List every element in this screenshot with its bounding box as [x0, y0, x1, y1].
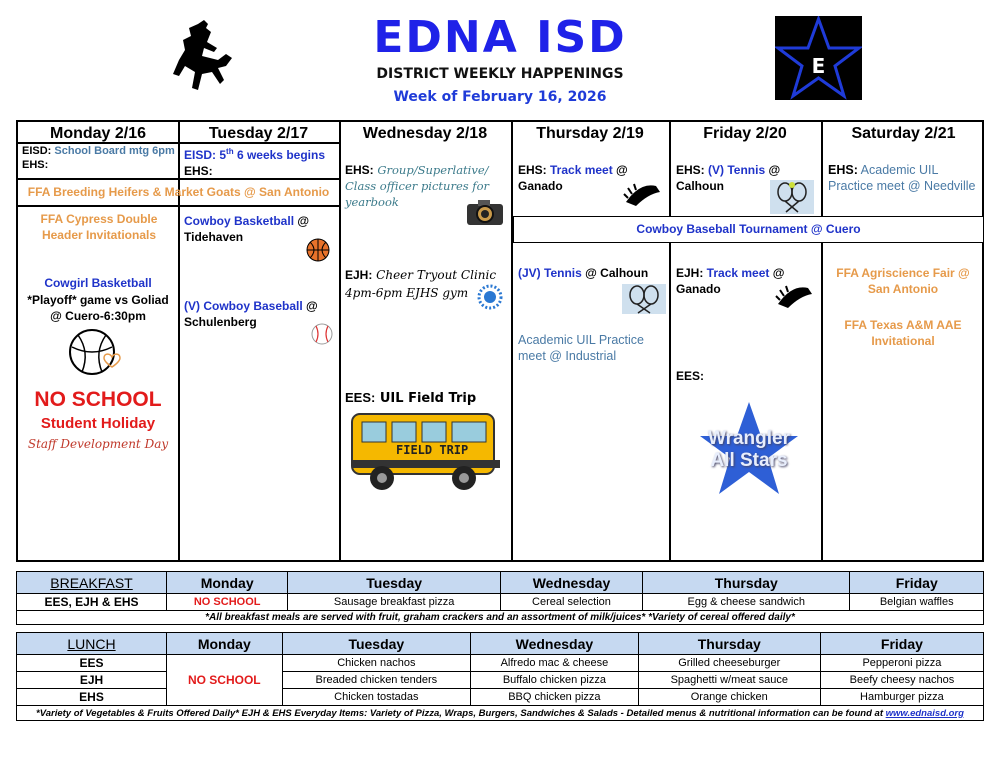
friday-ejh-title: Track meet [703, 266, 770, 280]
lunch-item: Grilled cheeseburger [638, 655, 820, 672]
page-subtitle: DISTRICT WEEKLY HAPPENINGS [376, 66, 624, 82]
wednesday-ejh-label: EJH: [345, 268, 373, 282]
tuesday-eisd-text-a: 5 [219, 148, 227, 162]
lunch-item: Pepperoni pizza [820, 655, 983, 672]
star-logo [775, 16, 862, 100]
no-school-label: NO SCHOOL [34, 388, 162, 411]
breakfast-col-friday: Friday [850, 572, 984, 594]
wednesday-ees-text: UIL Field Trip [375, 391, 477, 406]
lunch-item: BBQ chicken pizza [471, 689, 639, 706]
friday-ejh-text: @ Ganado [676, 266, 785, 296]
lunch-col-wednesday: Wednesday [471, 633, 639, 655]
lunch-item: Orange chicken [638, 689, 820, 706]
wednesday-ejh-text: Cheer Tryout Clinic 4pm-6pm EJHS gym [345, 268, 497, 300]
breakfast-col-wednesday: Wednesday [500, 572, 642, 594]
bus-text: FIELD TRIP [396, 443, 469, 457]
cowboy-basketball-title: Cowboy Basketball [184, 214, 295, 228]
breakfast-monday: NO SCHOOL [167, 594, 288, 611]
cowgirl-basketball-text: *Playoff* game vs Goliad @ Cuero-6:30pm [27, 293, 169, 323]
tennis-icon [622, 284, 666, 318]
day-thursday: Thursday 2/19 [536, 125, 644, 142]
lunch-item: Chicken nachos [282, 655, 471, 672]
tuesday-eisd-text-b: 6 weeks begins [233, 148, 325, 162]
breakfast-table [16, 571, 984, 625]
monday-eisd-label: EISD: [22, 145, 52, 157]
pompom-icon [476, 284, 504, 314]
lunch-row-label: EJH [17, 672, 167, 689]
lunch-note: *Variety of Vegetables & Fruits Offered Daily* EJH & EHS Everyday Items: Variety of Pizza, Wraps, Burgers, Sandwiches & Salads - Detailed menus & nutritional information can be found at [36, 707, 886, 719]
breakfast-wednesday: Cereal selection [500, 594, 642, 611]
monday-ehs-label: EHS: [22, 159, 49, 171]
cowgirl-basketball-title: Cowgirl Basketball [44, 276, 152, 290]
breakfast-col-thursday: Thursday [643, 572, 850, 594]
tuesday-eisd-sup: th [226, 147, 234, 156]
lunch-item: Breaded chicken tenders [282, 672, 471, 689]
friday-ehs-text: @ Calhoun [676, 163, 781, 193]
lunch-col-friday: Friday [820, 633, 983, 655]
day-saturday: Saturday 2/21 [851, 125, 956, 142]
baseball-icon [310, 322, 334, 350]
staff-development-label: Staff Development Day [27, 437, 169, 451]
ffa-agriscience: FFA Agriscience Fair @ San Antonio [836, 266, 970, 296]
camera-icon [466, 198, 504, 230]
lunch-table [16, 632, 984, 721]
tuesday-ehs-label: EHS: [184, 164, 213, 178]
tennis-icon-friday [770, 180, 814, 218]
day-wednesday: Wednesday 2/18 [362, 125, 488, 142]
saturday-ehs-text: Academic UIL Practice meet @ Needville [828, 163, 976, 193]
friday-ehs-title: (V) Tennis [704, 163, 766, 177]
breakfast-row-label: EES, EJH & EHS [17, 594, 167, 611]
ffa-texas-am: FFA Texas A&M AAE Invitational [844, 318, 962, 348]
lunch-monday-no-school: NO SCHOOL [167, 655, 283, 706]
cuero-baseball-banner: Cowboy Baseball Tournament @ Cuero [513, 216, 984, 243]
lunch-row-label: EES [17, 655, 167, 672]
friday-ejh-label: EJH: [676, 266, 704, 280]
lunch-item: Hamburger pizza [820, 689, 983, 706]
basketball-heart-icon [68, 327, 124, 381]
breakfast-note: *All breakfast meals are served with fruit, graham crackers and an assortment of milk/juices* *Variety of cereal offered daily* [17, 611, 984, 625]
wrangler-all-stars: Wrangler All Stars [707, 428, 790, 471]
page-title: EDNA ISD [373, 12, 627, 63]
wednesday-ehs-text: Group/Superlative/ Class officer pictures for yearbook [345, 163, 489, 209]
lunch-row-label: EHS [17, 689, 167, 706]
ffa-cypress: FFA Cypress Double Header Invitationals [40, 212, 158, 242]
breakfast-col-tuesday: Tuesday [288, 572, 501, 594]
tuesday-eisd-label: EISD: [184, 148, 217, 162]
jv-tennis-text: @ Calhoun [581, 266, 649, 280]
thursday-ehs-label: EHS: [518, 163, 547, 177]
day-friday: Friday 2/20 [703, 125, 787, 142]
lunch-item: Alfredo mac & cheese [471, 655, 639, 672]
track-shoe-icon-friday [774, 282, 814, 316]
academic-uil-industrial: Academic UIL Practice meet @ Industrial [518, 333, 644, 363]
lunch-item: Spaghetti w/meat sauce [638, 672, 820, 689]
logo-letter: E [811, 54, 826, 78]
school-bus-image [348, 408, 504, 502]
saturday-ehs-label: EHS: [828, 163, 858, 177]
wednesday-ees-label: EES: [345, 390, 376, 405]
ednaisd-link[interactable]: www.ednaisd.org [885, 707, 964, 719]
thursday-ehs-title: Track meet [546, 163, 613, 177]
cowboy-baseball-text: @ Schulenberg [184, 299, 318, 329]
friday-ehs-label: EHS: [676, 163, 705, 177]
week-label: Week of February 16, 2026 [393, 89, 607, 105]
thursday-ehs-text: @ Ganado [518, 163, 628, 193]
ffa-breeding-banner: FFA Breeding Heifers & Market Goats @ San Antonio [27, 185, 330, 199]
track-shoe-icon [622, 180, 662, 214]
breakfast-friday: Belgian waffles [850, 594, 984, 611]
weekly-calendar [16, 120, 984, 562]
monday-eisd-text: School Board mtg 6pm [54, 145, 175, 157]
lunch-item: Chicken tostadas [282, 689, 471, 706]
breakfast-col-monday: Monday [167, 572, 288, 594]
breakfast-tuesday: Sausage breakfast pizza [288, 594, 501, 611]
friday-ees-label: EES: [676, 369, 705, 383]
lunch-col-monday: Monday [167, 633, 283, 655]
lunch-title: LUNCH [67, 635, 116, 652]
jv-tennis-title: (JV) Tennis [518, 266, 582, 280]
wednesday-ehs-label: EHS: [345, 163, 374, 177]
basketball-icon [306, 238, 330, 266]
lunch-item: Buffalo chicken pizza [471, 672, 639, 689]
lunch-col-tuesday: Tuesday [282, 633, 471, 655]
cowboy-basketball-text: @ Tidehaven [184, 214, 310, 244]
day-tuesday: Tuesday 2/17 [208, 125, 309, 142]
cowboy-baseball-title: (V) Cowboy Baseball [184, 299, 303, 313]
lunch-item: Beefy cheesy nachos [820, 672, 983, 689]
breakfast-thursday: Egg & cheese sandwich [643, 594, 850, 611]
day-monday: Monday 2/16 [49, 125, 147, 142]
student-holiday-label: Student Holiday [40, 415, 156, 432]
breakfast-title: BREAKFAST [50, 574, 133, 591]
lunch-col-thursday: Thursday [638, 633, 820, 655]
